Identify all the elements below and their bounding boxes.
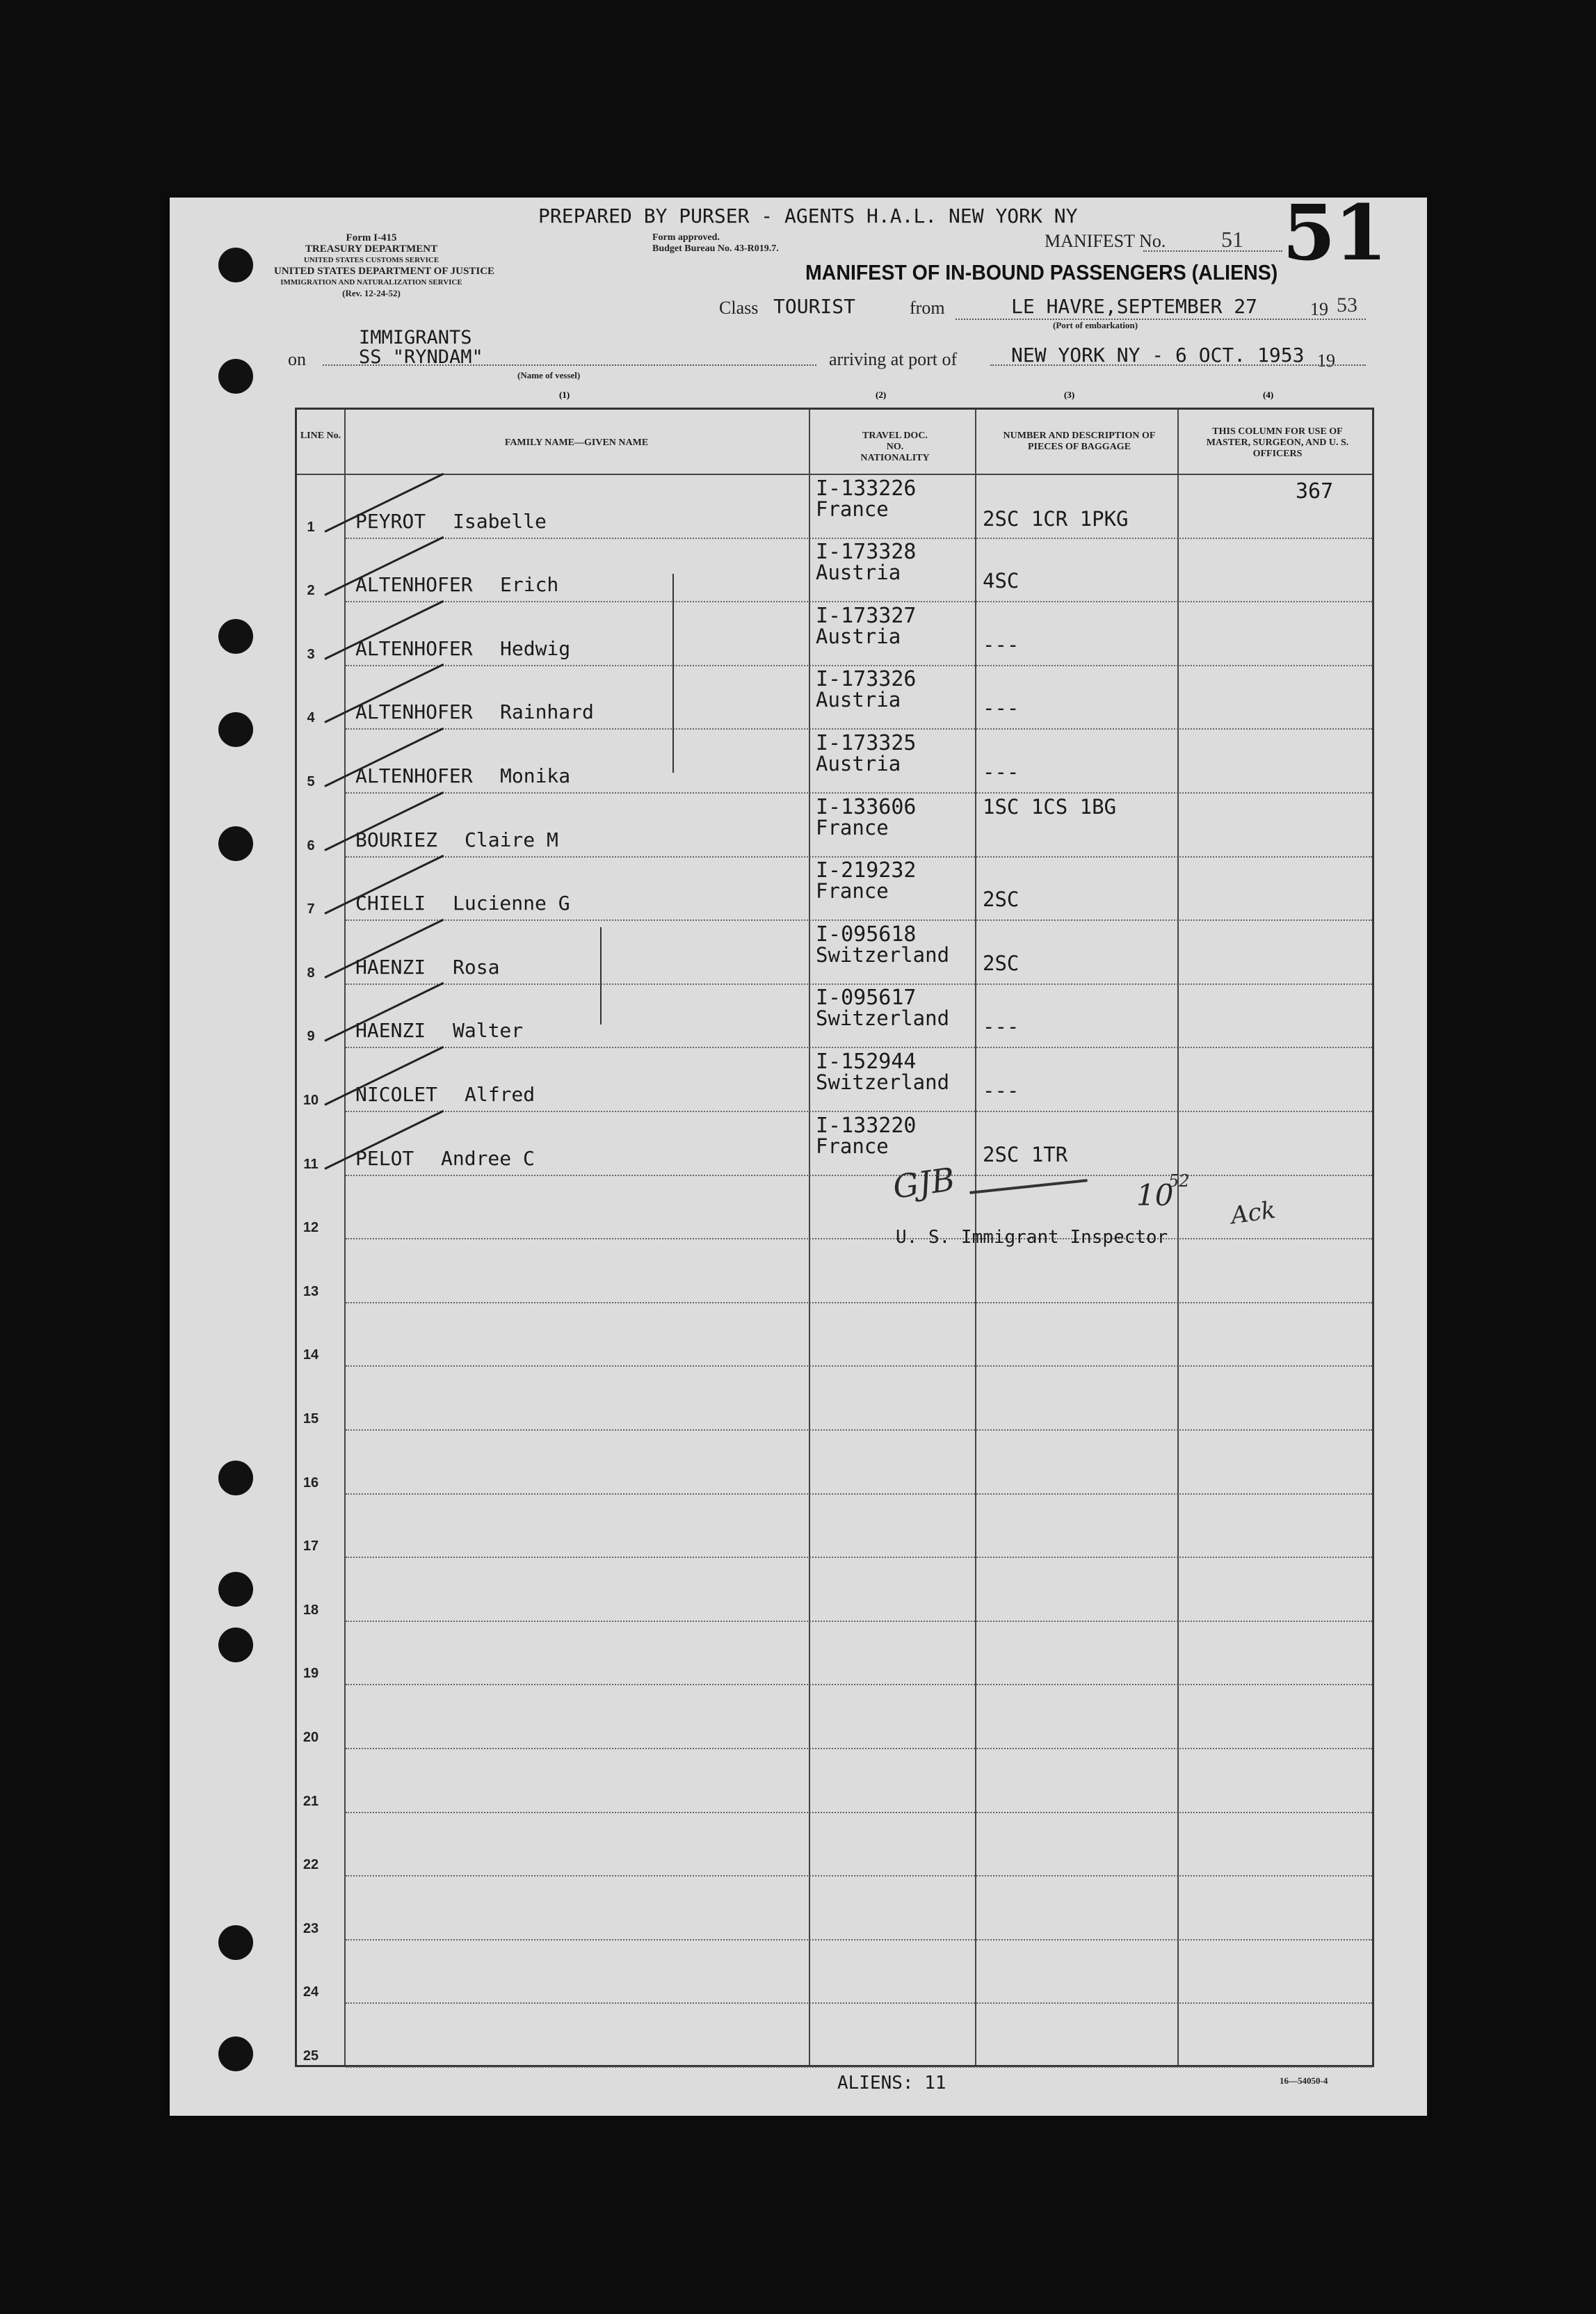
baggage-description: --- [983,1015,1019,1039]
given-name: Walter [453,1019,524,1043]
row-line [346,1939,1372,1941]
given-name: Monika [500,764,571,787]
baggage-description: --- [983,696,1019,721]
row-line [346,1302,1372,1303]
nationality: Switzerland [816,1006,950,1031]
binder-hole [218,619,253,654]
row-line [346,1429,1372,1431]
nationality: France [816,879,889,903]
binder-hole [218,1925,253,1960]
row-line [346,1175,1372,1176]
column-number-3: (3) [1064,389,1075,400]
row-line [346,1812,1372,1813]
column-divider [1177,410,1179,2065]
given-name: Isabelle [453,509,547,533]
nationality: France [816,815,889,839]
nationality: Switzerland [816,1070,950,1094]
row-line [346,1684,1372,1685]
line-number: 25 [303,2048,319,2064]
line-number: 18 [303,1602,319,1618]
family-bracket [672,574,674,773]
given-name: Rosa [453,955,500,979]
header-divider [297,474,1372,475]
immigrants-label: IMMIGRANTS [359,327,472,348]
treasury-dept: TREASURY DEPARTMENT [305,243,438,255]
justice-dept: UNITED STATES DEPARTMENT OF JUSTICE [274,266,495,277]
line-number: 16 [303,1475,319,1491]
row-line [346,665,1372,666]
travel-doc-number: I-173327 [816,603,917,628]
binder-hole [218,1461,253,1495]
travel-doc-number: I-219232 [816,858,917,883]
line-number: 22 [303,1857,319,1873]
baggage-description: 2SC [983,887,1019,912]
travel-doc-number: I-133606 [816,794,917,819]
aliens-count: ALIENS: 11 [837,2073,946,2094]
given-name: Lucienne G [453,892,570,915]
row-line [346,1365,1372,1367]
binder-hole [218,712,253,747]
nationality: Austria [816,752,901,776]
prepared-by-line: PREPARED BY PURSER - AGENTS H.A.L. NEW YORK NY [538,204,1078,227]
year-prefix: 19 [1310,299,1328,319]
line-number: 3 [307,646,315,662]
travel-doc-number: I-095617 [816,986,917,1011]
line-number: 11 [303,1156,319,1172]
passenger-table [295,408,1374,2067]
binder-hole [218,1628,253,1662]
nationality: France [816,497,889,521]
nationality: Switzerland [816,942,950,967]
nationality: Austria [816,624,901,648]
row-line [346,2002,1372,2004]
line-number: 14 [303,1347,319,1363]
row-line [346,983,1372,985]
line-number: 5 [307,774,315,789]
baggage-description: 1SC 1CS 1BG [983,794,1117,819]
travel-doc-number: I-095618 [816,922,917,947]
family-bracket [600,927,602,1025]
family-name: HAENZI [355,955,426,979]
line-number: 4 [307,710,315,726]
row-line [346,1047,1372,1048]
revision-date: (Rev. 12-24-52) [342,288,401,298]
line-number: 10 [303,1093,319,1108]
row-line [346,601,1372,602]
given-name: Claire M [465,828,558,851]
family-name: ALTENHOFER [355,636,473,660]
nationality: Austria [816,561,901,585]
baggage-description: 2SC [983,951,1019,975]
row-line [346,1557,1372,1558]
baggage-description: 4SC [983,569,1019,593]
line-number: 17 [303,1538,319,1554]
row-line [346,2066,1372,2068]
row-line [346,1493,1372,1495]
line-number: 8 [307,965,315,981]
binder-hole [218,2036,253,2071]
family-name: ALTENHOFER [355,573,473,597]
family-name: PELOT [355,1146,414,1170]
row-line [346,1875,1372,1877]
given-name: Andree C [441,1146,535,1170]
line-number: 12 [303,1220,319,1236]
budget-bureau: Budget Bureau No. 43-R019.7. [652,243,779,254]
travel-doc-number: I-173326 [816,667,917,692]
binder-hole [218,359,253,394]
form-approved: Form approved. [652,232,720,243]
travel-doc-number: I-173325 [816,731,917,755]
line-number: 15 [303,1411,319,1427]
inspector-label: U. S. Immigrant Inspector [896,1227,1168,1248]
line-number: 23 [303,1920,319,1936]
travel-doc-number: I-133226 [816,476,917,501]
binder-hole [218,248,253,282]
binder-hole [218,826,253,861]
baggage-description: --- [983,1079,1019,1102]
line-number: 7 [307,901,315,917]
family-name: ALTENHOFER [355,764,473,787]
manifest-number: 51 [1221,227,1243,252]
line-number: 1 [307,519,315,535]
given-name: Rainhard [500,700,594,724]
form-block [274,232,495,299]
officers-header: THIS COLUMN FOR USE OF MASTER, SURGEON, AND U. S. OFFICERS [1206,426,1349,459]
binder-hole [218,1572,253,1607]
column-divider [344,410,346,2065]
family-name: CHIELI [355,892,426,915]
arrival-port-date: NEW YORK NY - 6 OCT. 1953 [1011,344,1305,367]
signature-note: Ack [1229,1196,1277,1230]
row-line [346,856,1372,858]
manifest-number-label: MANIFEST No. [1045,231,1166,251]
line-number: 9 [307,1029,315,1045]
family-name: NICOLET [355,1083,438,1106]
vessel-line [323,364,816,366]
manifest-number-line [1143,250,1282,252]
from-line [956,319,1366,320]
row-line [346,792,1372,794]
family-name: BOURIEZ [355,828,438,851]
baggage-description: --- [983,760,1019,784]
arrival-line [990,364,1366,366]
vessel-caption: (Name of vessel) [517,370,581,380]
row-line [346,728,1372,730]
baggage-header: NUMBER AND DESCRIPTION OF PIECES OF BAGGAGE [1003,431,1156,452]
row-line [346,1621,1372,1622]
on-label: on [288,349,306,369]
port-caption: (Port of embarkation) [1053,320,1138,330]
row-line [346,919,1372,921]
baggage-description: 2SC 1CR 1PKG [983,506,1129,531]
column-number-4: (4) [1263,389,1274,400]
arriving-label: arriving at port of [829,349,958,369]
line-number: 2 [307,583,315,599]
port-of-embarkation: LE HAVRE,SEPTEMBER 27 [1011,295,1258,318]
class-label: Class [719,298,759,318]
row-line [346,1111,1372,1112]
column-number-1: (1) [559,389,570,400]
baggage-description: --- [983,632,1019,657]
officer-note: 367 [1296,479,1334,504]
travel-doc-number: I-152944 [816,1050,917,1074]
travel-doc-number: I-133220 [816,1113,917,1138]
approval-block [652,232,779,255]
given-name: Erich [500,573,559,597]
family-name: PEYROT [355,509,426,533]
customs-service: UNITED STATES CUSTOMS SERVICE [303,256,440,264]
large-manifest-number: 51 [1282,188,1387,278]
signature-superscript: 52 [1168,1171,1190,1191]
travel-doc-number: I-173328 [816,540,917,565]
manifest-page [170,188,1427,2116]
ins-service: IMMIGRATION AND NATURALIZATION SERVICE [280,278,462,287]
line-number: 19 [303,1666,319,1682]
document-title: MANIFEST OF IN-BOUND PASSENGERS (ALIENS) [805,260,1278,284]
family-name: ALTENHOFER [355,700,473,724]
line-number: 6 [307,837,315,853]
class-value: TOURIST [773,295,856,318]
row-line [346,538,1372,539]
name-header: FAMILY NAME—GIVEN NAME [504,437,649,448]
given-name: Hedwig [500,636,571,660]
doc-header: TRAVEL DOC. NO. NATIONALITY [860,431,930,463]
line-number: 24 [303,1984,319,2000]
form-code: 16—54050-4 [1280,2075,1328,2086]
year-suffix: 19 [1317,351,1335,371]
signature-number: 10 [1136,1178,1174,1212]
column-number-2: (2) [876,389,887,400]
column-divider [809,410,810,2065]
from-label: from [910,298,945,318]
row-line [346,1748,1372,1749]
form-number: Form I-415 [346,232,397,243]
line-number: 13 [303,1283,319,1299]
line-no-header: LINE No. [300,431,341,441]
given-name: Alfred [465,1083,535,1106]
line-number: 20 [303,1730,319,1745]
nationality: France [816,1134,889,1158]
inspector-initials: GJB [890,1160,958,1206]
vessel-name: SS "RYNDAM" [359,346,483,368]
line-number: 21 [303,1793,319,1809]
baggage-description: 2SC 1TR [983,1142,1068,1166]
family-name: HAENZI [355,1019,426,1043]
nationality: Austria [816,688,901,712]
year-value: 53 [1337,294,1357,316]
row-line [346,1238,1372,1239]
